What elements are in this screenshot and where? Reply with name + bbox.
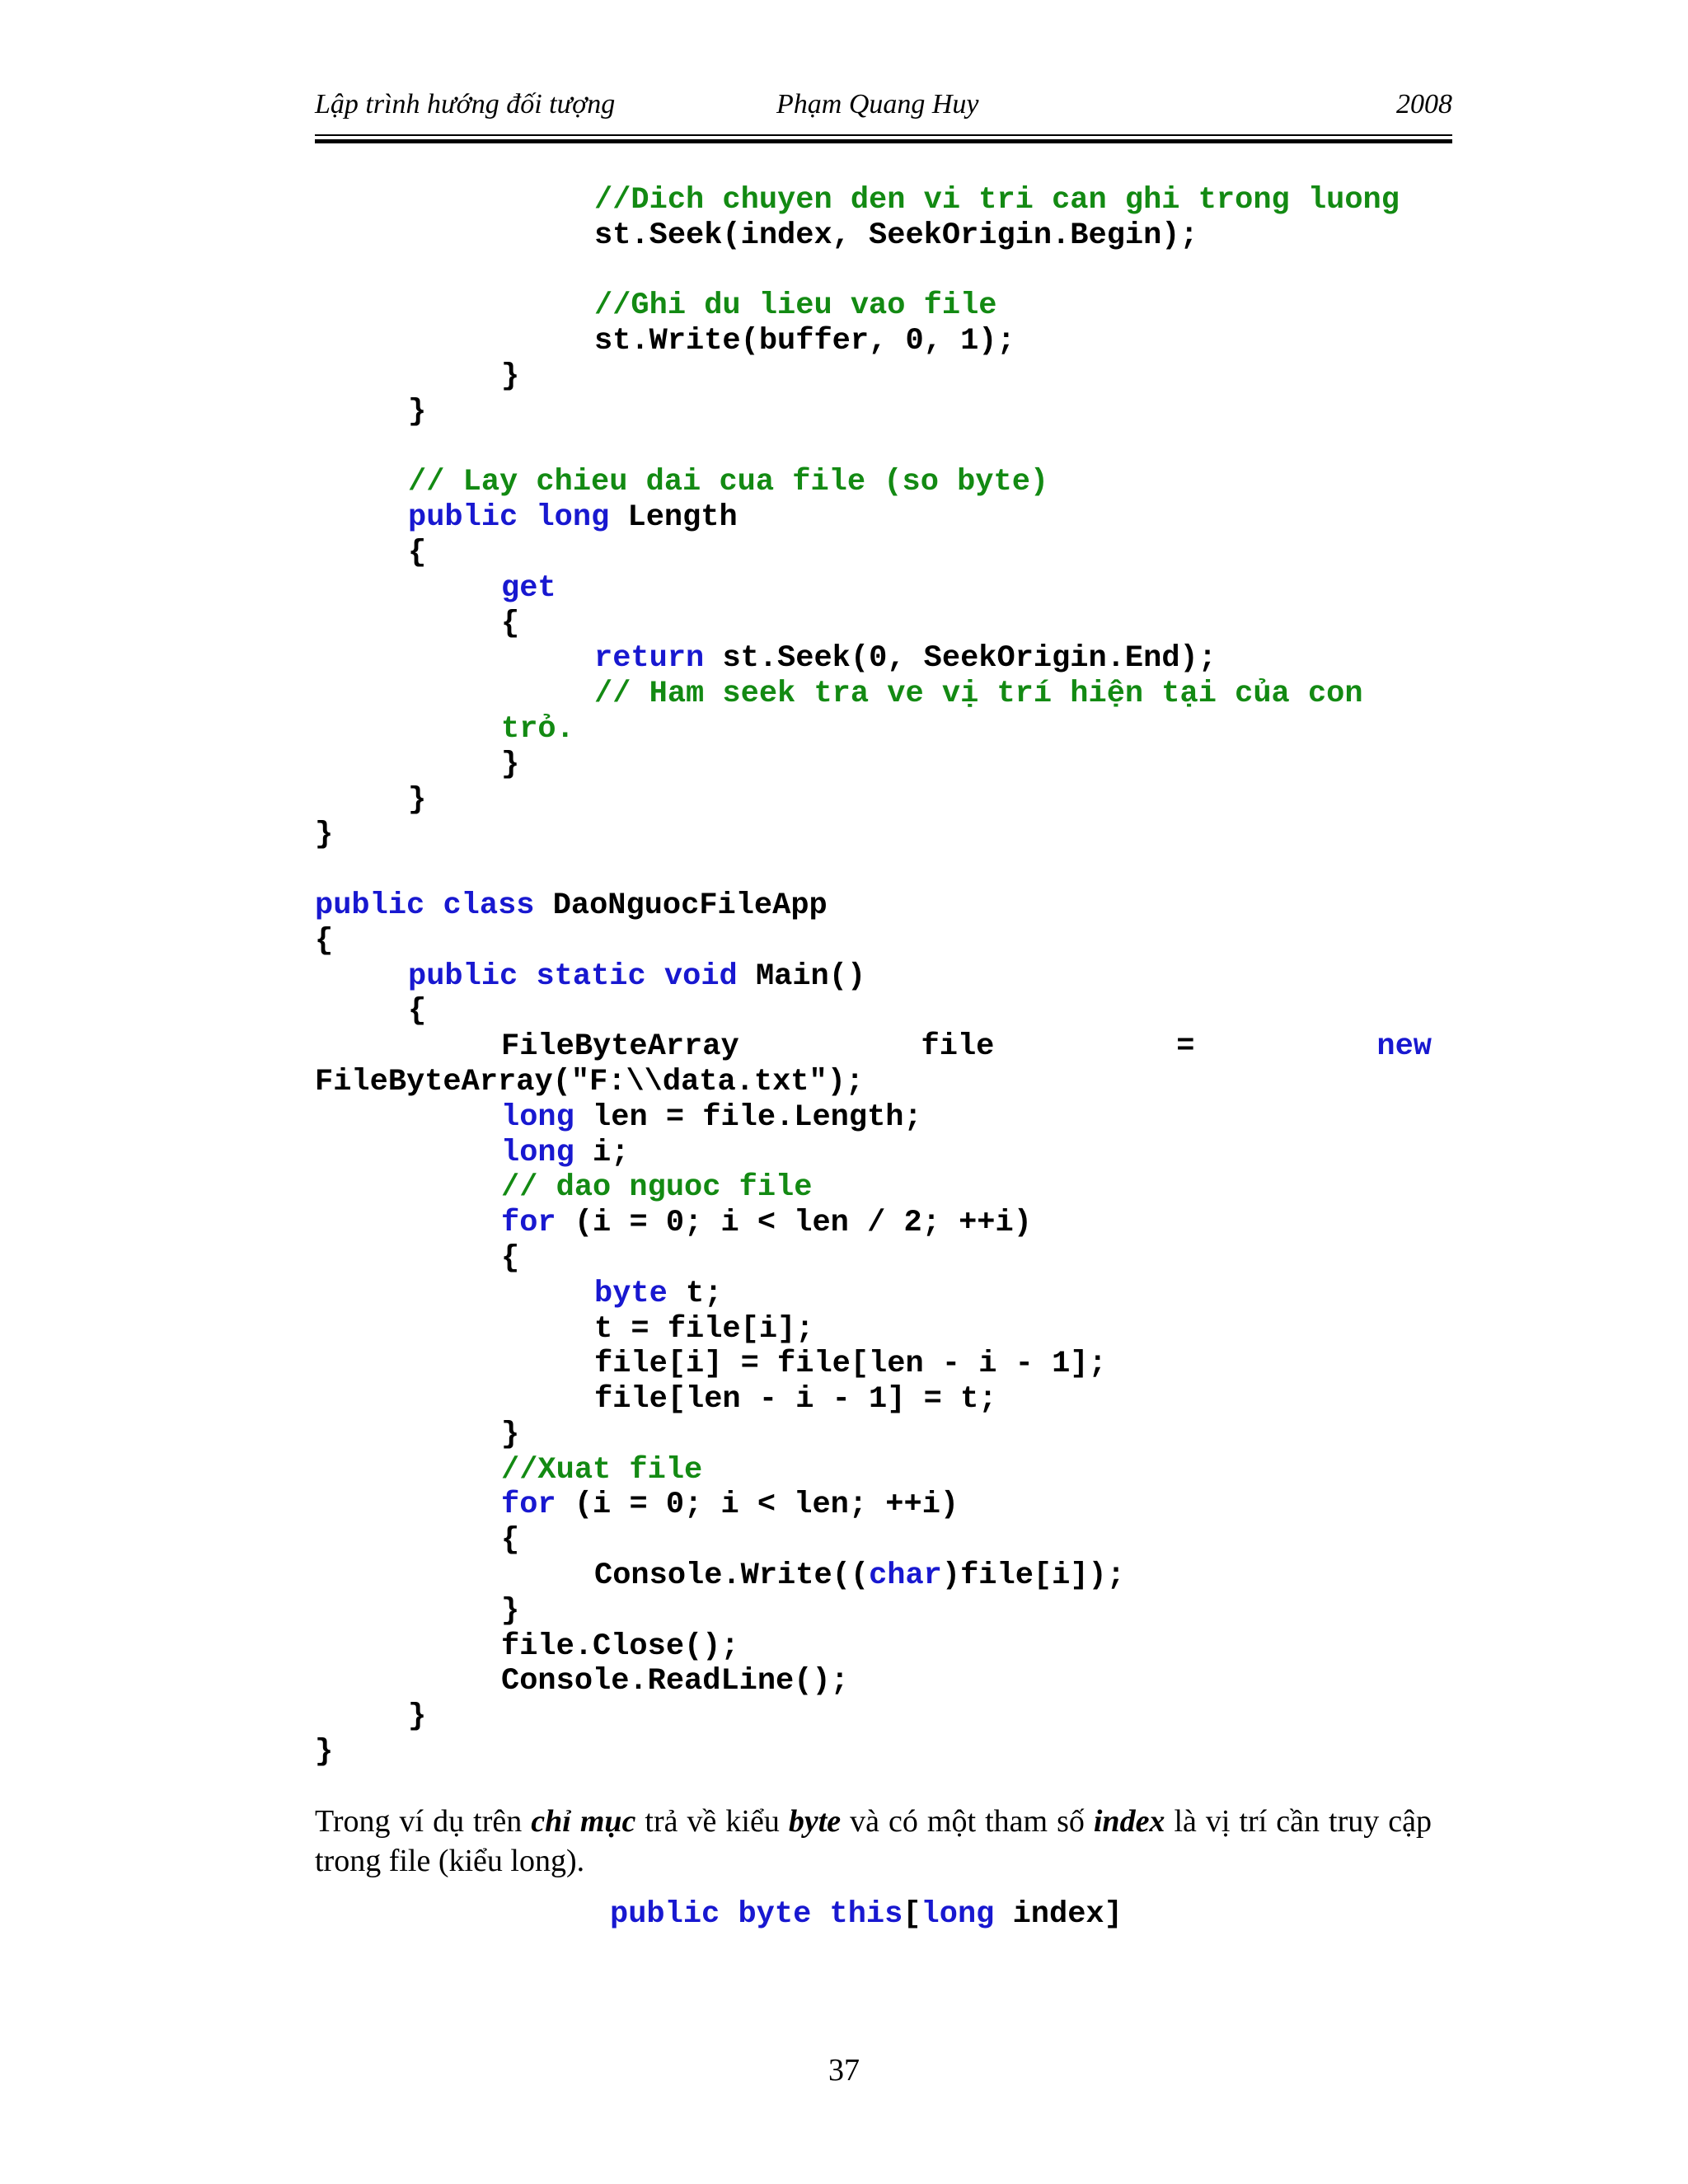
code-text: Console.Write(( (594, 1558, 870, 1594)
header-year: 2008 (1396, 89, 1452, 120)
code-line (315, 571, 1452, 607)
paragraph-text: và có một tham số (841, 1804, 1094, 1839)
code-text (646, 959, 664, 994)
code-text: { (501, 1523, 520, 1558)
code-comment: //Xuat file (501, 1452, 703, 1488)
code-text: = (1176, 1029, 1195, 1065)
code-line (315, 1453, 1452, 1488)
code-text: (i = 0; i < len / 2; ++i) (556, 1206, 1032, 1241)
code-text: (i = 0; i < len; ++i) (556, 1488, 959, 1523)
paragraph-text: là vị trí cần truy cập trong file (kiểu long). (315, 1804, 1432, 1878)
page-header (315, 89, 1452, 129)
code-line (315, 853, 1452, 888)
code-text: st.Write(buffer, 0, 1); (594, 324, 1015, 359)
code-keyword: for (501, 1488, 556, 1523)
page-number: 37 (828, 2053, 860, 2088)
paragraph-text: Trong ví dụ trên (315, 1804, 532, 1839)
code-line (315, 959, 1452, 995)
code-keyword: long (921, 1897, 995, 1932)
code-text: DaoNguocFileApp (534, 888, 828, 923)
code-line (315, 1488, 1452, 1523)
code-line (315, 1629, 1452, 1665)
code-line (315, 1065, 1452, 1100)
code-keyword: long (536, 500, 610, 536)
code-line (315, 1735, 1452, 1770)
code-text: } (408, 1699, 427, 1735)
code-keyword: class (443, 888, 535, 923)
code-keyword: return (594, 641, 705, 677)
code-text: FileByteArray (501, 1029, 739, 1065)
code-text: } (501, 1593, 520, 1629)
code-keyword: long (501, 1135, 574, 1170)
code-comment: trỏ. (501, 711, 574, 747)
code-line (315, 1136, 1452, 1171)
code-text: file[i] = file[len - i - 1]; (594, 1347, 1107, 1382)
code-text: } (501, 747, 520, 782)
code-line (315, 888, 1452, 924)
code-text: Console.ReadLine(); (501, 1664, 849, 1699)
code-line (315, 924, 1452, 959)
header-book-title: Lập trình hướng đối tượng (315, 89, 616, 120)
code-line (315, 641, 1452, 677)
code-text: len = file.Length; (574, 1099, 922, 1135)
code-line (315, 1029, 1452, 1065)
code-text (424, 888, 443, 923)
code-text: Length (609, 500, 738, 536)
code-text (720, 1897, 738, 1932)
code-line (315, 359, 1452, 395)
code-comment: // dao nguoc file (501, 1170, 813, 1206)
code-text: { (408, 994, 427, 1029)
code-text: file (921, 1029, 995, 1065)
code-line (315, 818, 1452, 853)
code-line (315, 1594, 1452, 1629)
code-text (811, 1897, 829, 1932)
code-line (315, 218, 1452, 254)
code-text (518, 500, 536, 535)
code-text: { (501, 1240, 520, 1276)
code-keyword: public (408, 500, 518, 536)
code-line (315, 395, 1452, 430)
code-keyword: new (1376, 1029, 1432, 1065)
header-rule-thick (315, 139, 1452, 143)
code-text: st.Seek(index, SeekOrigin.Begin); (594, 218, 1198, 253)
emphasized-term: index (1093, 1804, 1165, 1839)
code-comment: //Dich chuyen den vi tri can ghi trong luong (594, 183, 1400, 218)
code-keyword: void (663, 958, 738, 994)
code-text: } (408, 782, 427, 818)
header-author: Phạm Quang Huy (776, 89, 979, 120)
code-text: { (315, 923, 334, 958)
code-keyword: byte (738, 1897, 812, 1932)
code-text: )file[i]); (941, 1558, 1125, 1594)
code-keyword: public (610, 1897, 720, 1932)
code-line (315, 324, 1452, 359)
code-line (315, 1382, 1452, 1418)
code-line (315, 1241, 1452, 1277)
code-text: st.Seek(0, SeekOrigin.End); (704, 641, 1217, 677)
code-line (315, 607, 1452, 642)
code-text: { (408, 535, 427, 570)
code-comment: //Ghi du lieu vao file (594, 288, 997, 324)
code-line (315, 783, 1452, 818)
code-keyword: byte (594, 1276, 668, 1311)
code-text (518, 959, 536, 994)
code-line (315, 1664, 1452, 1699)
code-keyword: static (536, 958, 646, 994)
code-text: } (315, 818, 334, 853)
emphasized-term: byte (788, 1804, 842, 1839)
code-line (315, 465, 1452, 500)
code-line (315, 288, 1452, 324)
body-paragraph (315, 1802, 1432, 1881)
code-text: FileByteArray("F:\\data.txt"); (315, 1064, 865, 1099)
code-line (315, 500, 1452, 536)
code-text: t; (667, 1276, 723, 1311)
code-text: file.Close(); (501, 1629, 739, 1664)
code-line (315, 1347, 1452, 1382)
code-line (315, 183, 1452, 218)
code-text: index] (994, 1897, 1123, 1932)
code-line (315, 994, 1452, 1029)
code-keyword: public (408, 958, 518, 994)
emphasized-term: chỉ mục (531, 1804, 636, 1839)
code-text: } (501, 1417, 520, 1452)
code-line (315, 1558, 1452, 1594)
code-comment: // Lay chieu dai cua file (so byte) (408, 465, 1049, 500)
code-line (315, 712, 1452, 748)
code-text: Main() (737, 958, 866, 994)
code-line (315, 1312, 1452, 1347)
code-line (315, 254, 1452, 289)
header-rule-thin (315, 134, 1452, 136)
code-comment: // Ham seek tra ve vị trí hiện tại của con (594, 677, 1363, 712)
code-line (315, 536, 1452, 571)
code-line (315, 1277, 1452, 1312)
code-line (315, 1699, 1452, 1735)
code-keyword: public (315, 888, 425, 923)
code-line (315, 1418, 1452, 1453)
code-line (315, 677, 1452, 712)
code-text: { (501, 606, 520, 641)
paragraph-text: trả về kiểu (635, 1804, 789, 1839)
code-keyword: this (829, 1897, 903, 1932)
code-keyword: for (501, 1206, 556, 1241)
code-keyword: get (501, 570, 556, 606)
code-text: [ (903, 1897, 921, 1932)
code-text: } (501, 359, 520, 394)
code-line (315, 1523, 1452, 1558)
code-line (315, 748, 1452, 783)
code-line (315, 1206, 1452, 1241)
code-line (315, 1170, 1452, 1206)
code-line (315, 1100, 1452, 1136)
code-keyword: char (869, 1558, 942, 1594)
code-text: t = file[i]; (594, 1311, 814, 1347)
code-text: } (408, 394, 427, 429)
code-text: } (315, 1735, 334, 1770)
indexer-signature (610, 1897, 1123, 1933)
code-keyword: long (501, 1099, 574, 1135)
code-listing (315, 183, 1452, 1770)
code-text: file[len - i - 1] = t; (594, 1382, 997, 1418)
code-text: i; (574, 1135, 630, 1170)
code-line (315, 430, 1452, 466)
